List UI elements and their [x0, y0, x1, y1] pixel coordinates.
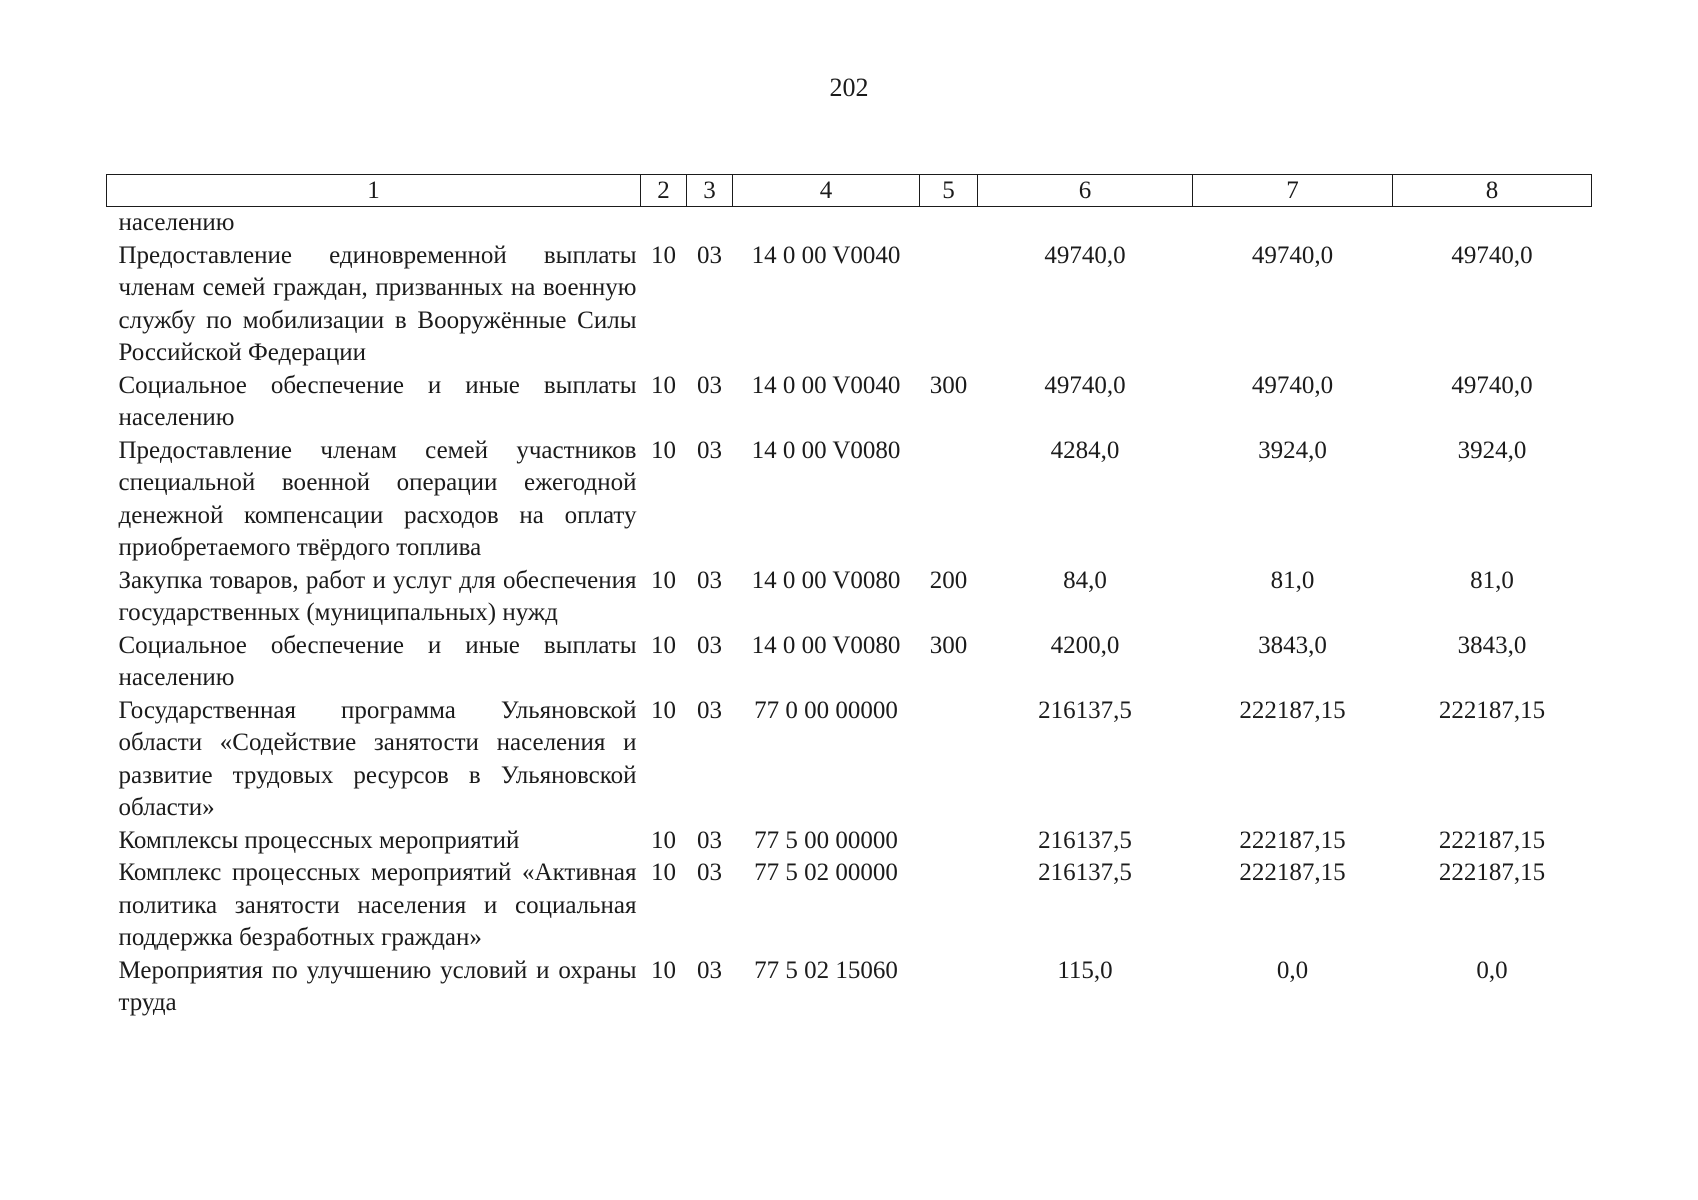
row-expense-type: [920, 240, 978, 370]
row-target-code: 14 0 00 V0080: [751, 566, 901, 594]
row-subsection: 03: [697, 436, 722, 464]
row-subsection: 03: [697, 631, 722, 659]
column-header-6: 6: [978, 175, 1193, 207]
row-subsection: 03: [697, 241, 722, 269]
row-section: 10: [651, 241, 676, 269]
row-name: Социальное обеспечение и иные выплаты населению: [118, 371, 637, 431]
row-amount-6: 216137,5: [1038, 696, 1132, 724]
row-amount-7: [1193, 207, 1393, 240]
table-row: [107, 565, 1592, 630]
row-section: 10: [651, 956, 676, 984]
row-expense-type: 200: [929, 566, 968, 594]
row-subsection: 03: [697, 826, 722, 854]
row-subsection: 03: [697, 956, 722, 984]
row-amount-6: 84,0: [1063, 566, 1107, 594]
row-name: Комплекс процессных мероприятий «Активная политика занятости населения и социальная поддержка безработных граждан»: [118, 859, 637, 951]
row-target-code: 77 5 02 15060: [754, 956, 898, 984]
row-target-code: 77 5 00 00000: [754, 826, 898, 854]
table-row: [107, 370, 1592, 435]
row-expense-type: [920, 857, 978, 955]
row-name: населению: [118, 209, 235, 236]
column-header-8: 8: [1393, 175, 1592, 207]
table-row: [107, 695, 1592, 825]
row-target-code: 14 0 00 V0040: [751, 371, 901, 399]
page-number: 202: [829, 73, 869, 102]
row-name: Социальное обеспечение и иные выплаты населению: [118, 631, 637, 691]
column-header-2: 2: [641, 175, 687, 207]
table-row: [107, 857, 1592, 955]
row-amount-6: 4200,0: [1050, 631, 1120, 659]
row-amount-6: 4284,0: [1050, 436, 1120, 464]
row-subsection: 03: [697, 696, 722, 724]
column-header-1: 1: [107, 175, 641, 207]
row-amount-8: 3843,0: [1457, 631, 1527, 659]
column-header-3: 3: [687, 175, 733, 207]
row-name: Мероприятия по улучшению условий и охраны труда: [118, 956, 637, 1016]
row-expense-type: [920, 435, 978, 565]
row-amount-7: 49740,0: [1251, 241, 1334, 269]
row-section: 10: [651, 859, 676, 886]
column-number-header: [107, 175, 1592, 207]
table-row: [107, 825, 1592, 858]
table-row: [107, 207, 1592, 240]
row-amount-8: 3924,0: [1457, 436, 1527, 464]
row-amount-7: 3843,0: [1258, 631, 1327, 659]
row-amount-7: 0,0: [1276, 956, 1309, 984]
row-section: 10: [651, 826, 676, 854]
row-amount-8: 49740,0: [1451, 371, 1533, 399]
row-amount-7: 222187,15: [1239, 826, 1346, 854]
row-target-code: 14 0 00 V0040: [751, 241, 901, 269]
column-header-5: 5: [920, 175, 978, 207]
row-expense-type: [920, 825, 978, 858]
table-row: [107, 955, 1592, 1020]
column-header-7: 7: [1193, 175, 1393, 207]
row-expense-type: 300: [929, 371, 968, 399]
row-target-code: 14 0 00 V0080: [751, 631, 901, 659]
row-expense-type: 300: [929, 631, 968, 659]
budget-table: [106, 174, 1592, 1020]
row-name: Государственная программа Ульяновской области «Содействие занятости населения и развитие трудовых ресурсов в Ульяновской области»: [118, 696, 637, 821]
row-amount-8: 49740,0: [1451, 241, 1533, 269]
row-amount-6: 216137,5: [1038, 826, 1132, 854]
row-section: 10: [651, 371, 676, 399]
row-expense-type: [920, 955, 978, 1020]
row-amount-6: [978, 207, 1193, 240]
row-amount-7: 222187,15: [1239, 696, 1346, 724]
row-name: Предоставление единовременной выплаты членам семей граждан, призванных на военную службу по мобилизации в Вооружённые Силы Российской Федерации: [118, 241, 637, 366]
row-section: 10: [651, 696, 676, 724]
row-section: 10: [651, 631, 676, 659]
row-amount-8: [1393, 207, 1592, 240]
row-section: 10: [651, 566, 676, 594]
row-amount-6: 49740,0: [1044, 241, 1126, 269]
row-amount-7: 49740,0: [1251, 371, 1334, 399]
row-amount-8: 222187,15: [1438, 859, 1546, 886]
table-row: [107, 630, 1592, 695]
row-target-code: [733, 207, 920, 240]
row-name: Комплексы процессных мероприятий: [118, 826, 520, 854]
row-subsection: [687, 207, 733, 240]
row-amount-7: 3924,0: [1258, 436, 1327, 464]
row-expense-type: [920, 695, 978, 825]
row-amount-7: 81,0: [1270, 566, 1315, 594]
row-name: Предоставление членам семей участников специальной военной операции ежегодной денежной компенсации расходов на оплату приобретаемого твёрдого топлива: [118, 436, 637, 561]
row-amount-6: 49740,0: [1044, 371, 1126, 399]
table-row: [107, 435, 1592, 565]
column-header-4: 4: [733, 175, 920, 207]
row-expense-type: [920, 207, 978, 240]
row-target-code: 77 5 02 00000: [754, 859, 898, 886]
row-name: Закупка товаров, работ и услуг для обеспечения государственных (муниципальных) нужд: [118, 566, 637, 626]
row-subsection: 03: [697, 566, 722, 594]
row-amount-8: 81,0: [1470, 566, 1514, 594]
row-amount-6: 216137,5: [1038, 859, 1132, 886]
table-row: [107, 240, 1592, 370]
row-subsection: 03: [697, 859, 722, 886]
row-amount-7: 222187,15: [1239, 859, 1346, 886]
row-target-code: 77 0 00 00000: [754, 696, 898, 724]
row-target-code: 14 0 00 V0080: [751, 436, 901, 464]
row-subsection: 03: [697, 371, 722, 399]
row-amount-8: 222187,15: [1438, 826, 1546, 854]
row-amount-8: 0,0: [1476, 956, 1508, 984]
row-section: [641, 207, 687, 240]
row-section: 10: [651, 436, 676, 464]
row-amount-6: 115,0: [1057, 956, 1113, 984]
row-amount-8: 222187,15: [1438, 696, 1546, 724]
